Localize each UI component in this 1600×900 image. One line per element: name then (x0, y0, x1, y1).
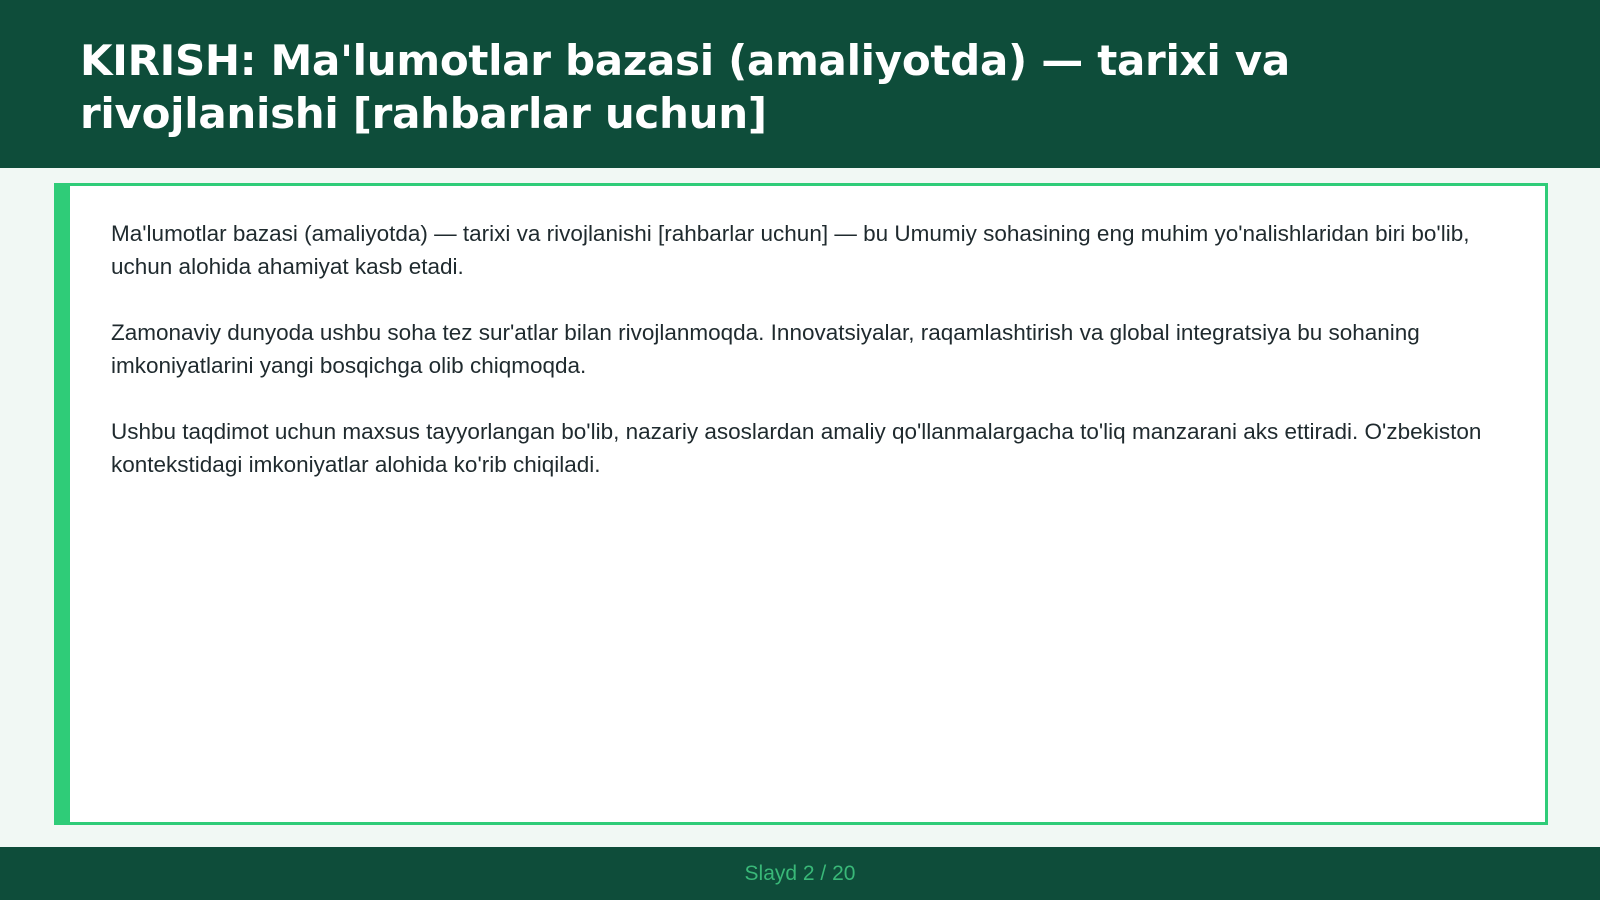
intro-paragraph: Ma'lumotlar bazasi (amaliyotda) — tarixi va rivojlanishi [rahbarlar uchun] — bu Umumiy sohasining eng muhim yo'nalishlaridan biri bo'lib, uchun alohida ahamiyat kasb etadi. (111, 221, 1470, 279)
slide-footer (0, 847, 1600, 900)
presentation-purpose-paragraph: Ushbu taqdimot uchun maxsus tayyorlangan bo'lib, nazariy asoslardan amaliy qo'llanmalargacha to'liq manzarani aks ettiradi. O'zbekiston kontekstidagi imkoniyatlar alohida ko'rib chiqiladi. (111, 419, 1482, 477)
slide-counter: Slayd 2 / 20 (744, 861, 856, 885)
modern-world-paragraph: Zamonaviy dunyoda ushbu soha tez sur'atlar bilan rivojlanmoqda. Innovatsiyalar, raqamlashtirish va global integratsiya bu sohaning imkoniyatlarini yangi bosqichga olib chiqmoqda. (111, 320, 1420, 378)
content-card (54, 183, 1548, 825)
slide-header (0, 0, 1600, 168)
slide-title: KIRISH: Ma'lumotlar bazasi (amaliyotda) — tarixi va rivojlanishi [rahbarlar uchun] (80, 36, 1290, 138)
